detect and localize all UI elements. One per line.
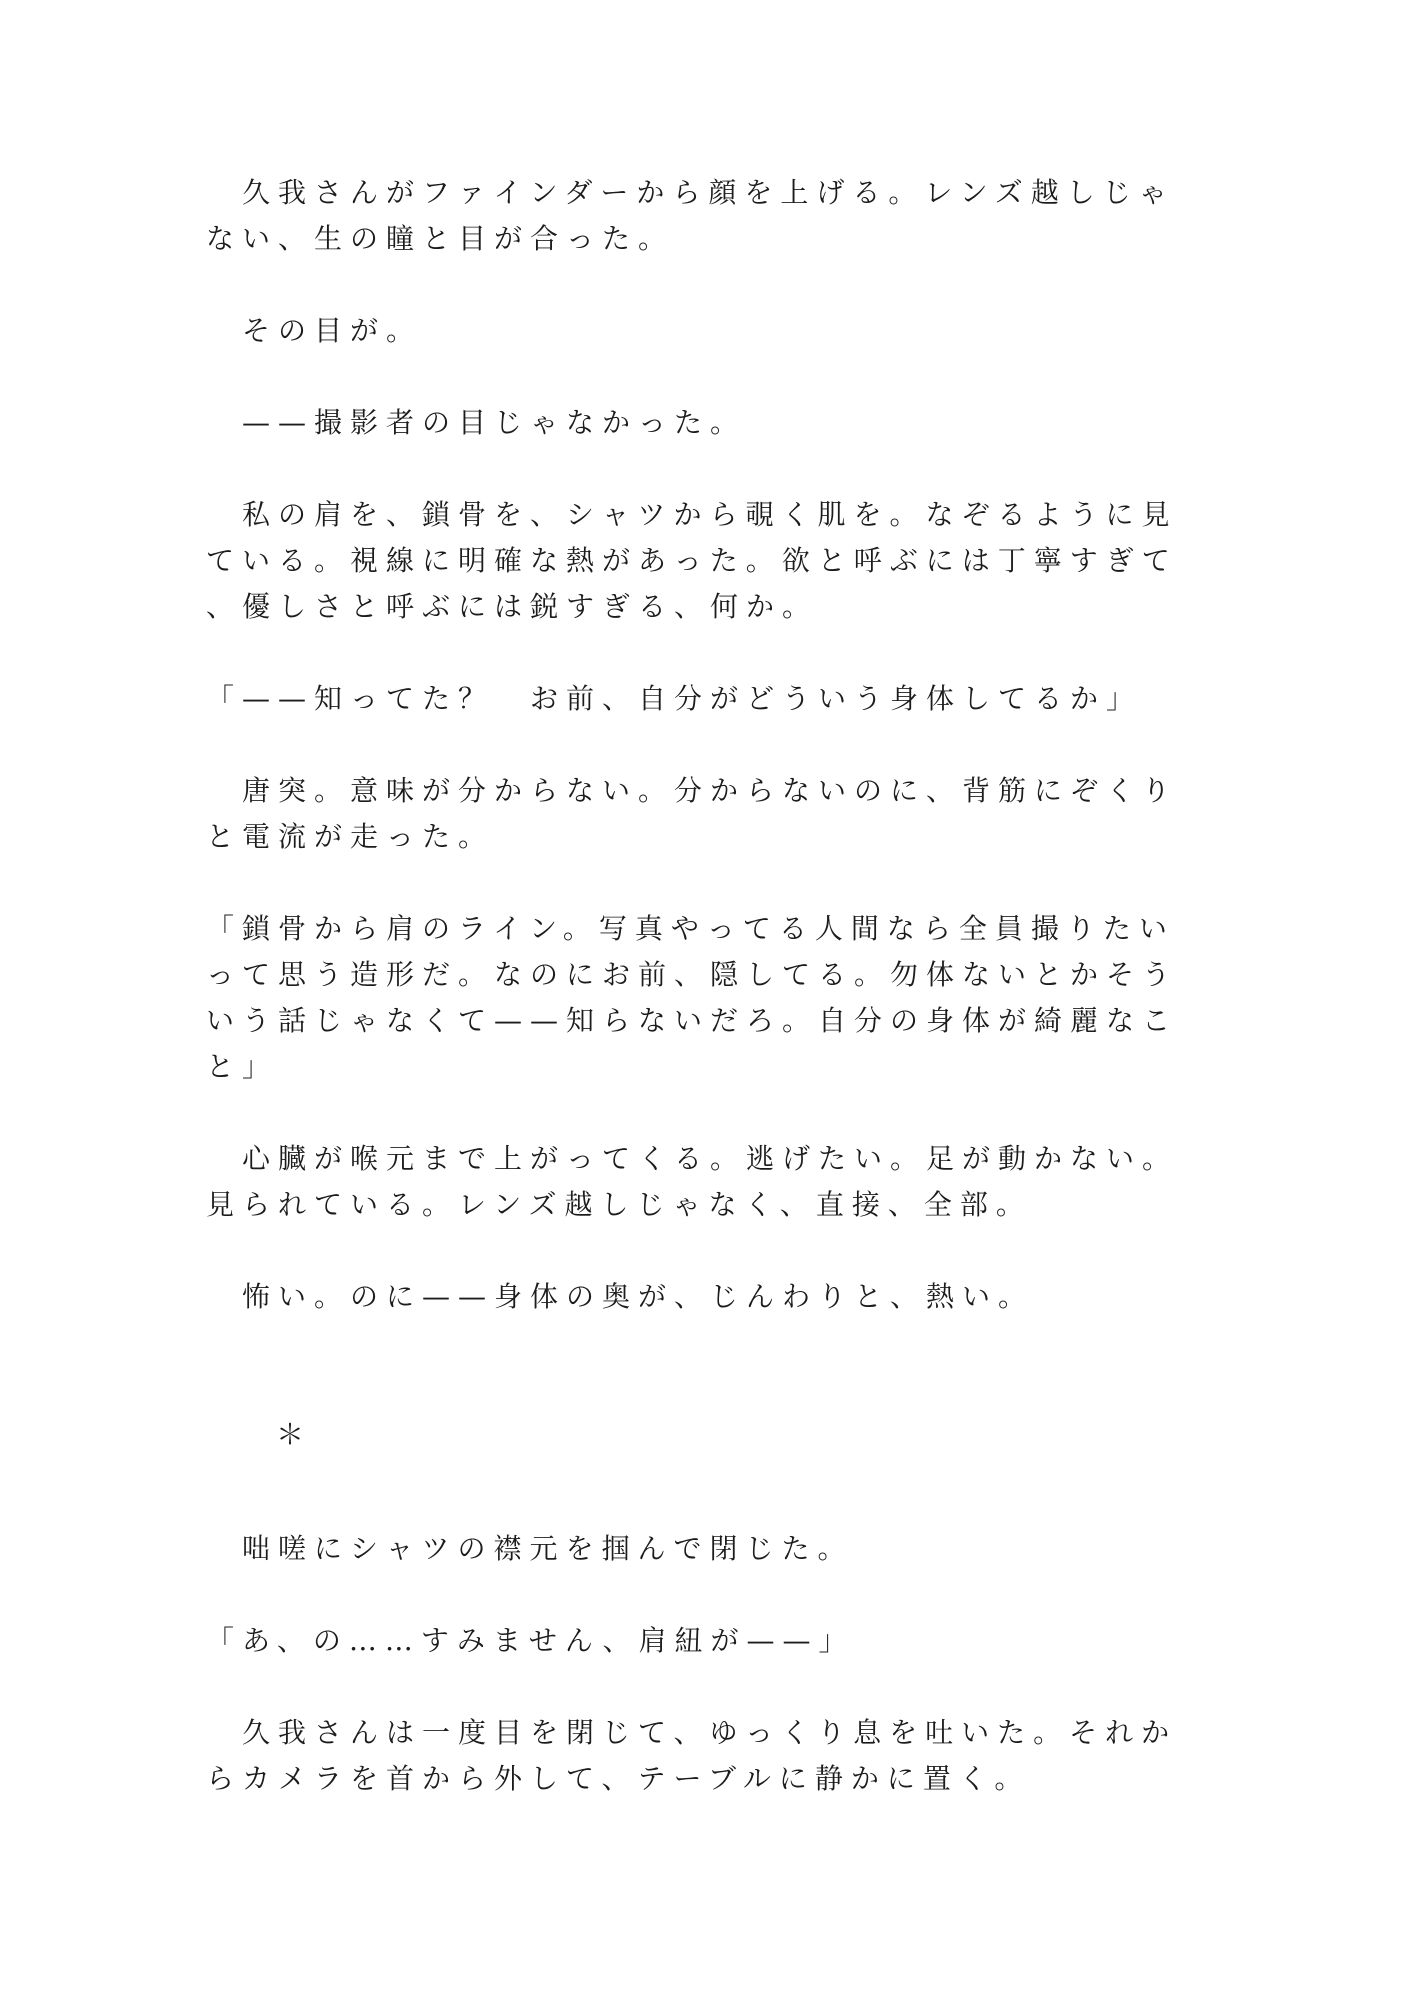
paragraph: ——撮影者の目じゃなかった。 <box>206 406 747 439</box>
paragraph: 久我さんがファインダーから顔を上げる。レンズ越しじゃない、生の瞳と目が合った。 <box>206 176 1175 255</box>
dialogue-paragraph: 「あ、の……すみません、肩紐が——」 <box>206 1624 855 1657</box>
dialogue-paragraph: 「鎖骨から肩のライン。写真やってる人間なら全員撮りたいって思う造形だ。なのにお前、隠してる。勿体ないとかそういう話じゃなくて——知らないだろ。自分の身体が綺麗なこと」 <box>206 912 1179 1083</box>
paragraph: 怖い。のに——身体の奥が、じんわりと、熱い。 <box>206 1280 1035 1313</box>
text-body <box>206 170 1186 1848</box>
paragraph: 心臓が喉元まで上がってくる。逃げたい。足が動かない。見られている。レンズ越しじゃなく、直接、全部。 <box>206 1142 1179 1221</box>
dialogue-paragraph: 「——知ってた？ お前、自分がどういう身体してるか」 <box>206 682 1143 715</box>
paragraph: 唐突。意味が分からない。分からないのに、背筋にぞくりと電流が走った。 <box>206 774 1179 853</box>
paragraph: 私の肩を、鎖骨を、シャツから覗く肌を。なぞるように見ている。視線に明確な熱があった。欲と呼ぶには丁寧すぎて、優しさと呼ぶには鋭すぎる、何か。 <box>206 498 1178 623</box>
paragraph: 久我さんは一度目を閉じて、ゆっくり息を吐いた。それからカメラを首から外して、テーブルに静かに置く。 <box>206 1716 1178 1795</box>
paragraph: 咄嗟にシャツの襟元を掴んで閉じた。 <box>206 1532 854 1565</box>
paragraph: その目が。 <box>206 314 423 347</box>
scene-break-mark: ＊ <box>276 1418 313 1451</box>
